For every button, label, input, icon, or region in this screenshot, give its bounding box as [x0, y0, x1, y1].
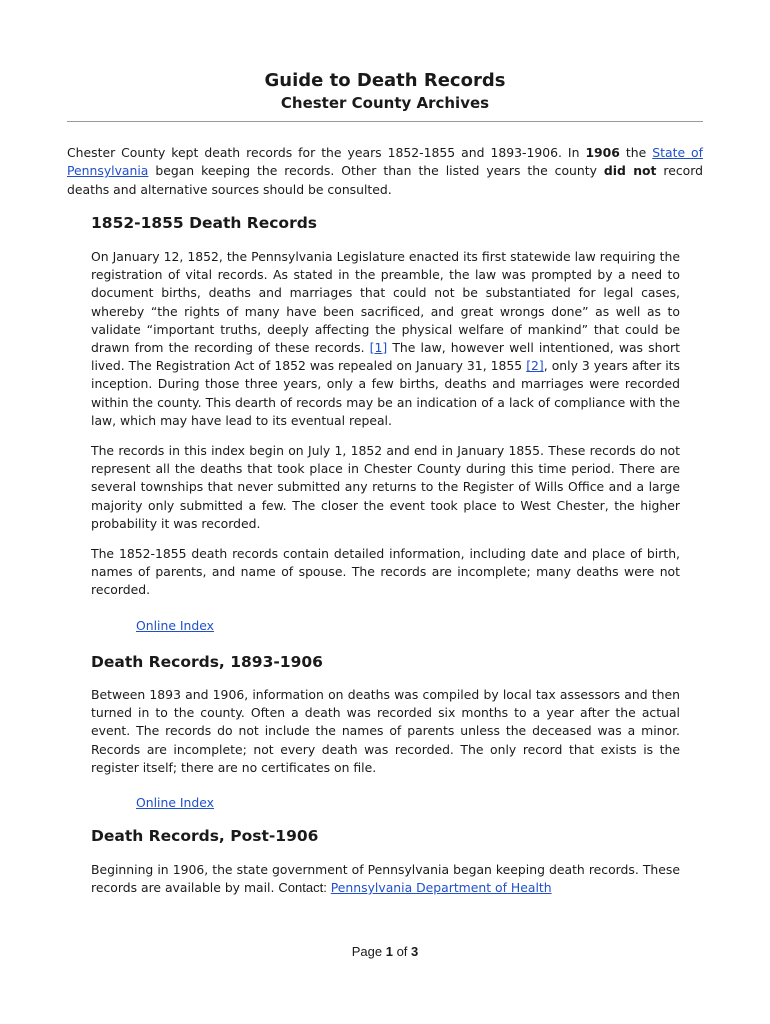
section1-paragraph-3: The 1852-1855 death records contain detailed information, including date and place of birth, names of parents, and name of spouse. The records are incomplete; many deaths were not recorded. — [91, 546, 680, 598]
intro-bold-year: 1906 — [585, 145, 620, 160]
footnote-1-link[interactable]: [1] — [369, 340, 388, 356]
section-heading-1852: 1852-1855 Death Records — [91, 214, 318, 232]
state-of-pennsylvania-link[interactable]: State of Pennsylvania — [67, 145, 704, 179]
section2-paragraph-1: Between 1893 and 1906, information on deaths was compiled by local tax assessors and then turned in to the county. Often a death was recorded six months to a year after the actual event. The records do not include the names of parents unless the deceased was a minor. Records are incomplete; not every death was recorded. The only record that exists is the register itself; there are no certificates on file. — [91, 687, 680, 775]
header-rule — [67, 121, 703, 122]
section3-paragraph-1 — [91, 861, 680, 897]
intro-text-4: record deaths and alternative sources should be consulted. — [67, 163, 703, 197]
page-subtitle: Chester County Archives — [280, 94, 490, 112]
intro-text-1: Chester County kept death records for the years 1852-1855 and 1893-1906. In — [67, 145, 586, 160]
footer-page-word: Page — [351, 944, 383, 959]
intro-text-2: the — [619, 145, 653, 160]
section-heading-1893: Death Records, 1893-1906 — [91, 653, 323, 671]
intro-text-3: began keeping the records. Other than the listed years the county — [148, 163, 604, 179]
section1-p1-text-a: On January 12, 1852, the Pennsylvania Legislature enacted its first statewide law requiring the registration of vital records. As stated in the preamble, the law was prompted by a need to document births, deaths and marriages that could not be substantiated for legal cases, whereby “the rights of many have been sacrificed, and great wrongs done” as well as to validate “important truths, deeply affecting the physical welfare of mankind” that could be drawn from the recording of these records. — [91, 249, 680, 356]
section1-paragraph-2: The records in this index begin on July 1, 1852 and end in January 1855. These records do not represent all the deaths that took place in Chester County during this time period. There are several townships that never submitted any returns to the Register of Wills Office and a large majority only submitted a few. The closer the event took place to West Chester, the higher probability it was recorded. — [91, 443, 680, 531]
footer-page-total: 3 — [411, 944, 419, 959]
online-index-link-1852[interactable]: Online Index — [136, 618, 215, 633]
section3-p1-text: Beginning in 1906, the state government of Pennsylvania began keeping death records. These records are available by mail. — [91, 862, 680, 896]
footer-of-word: of — [396, 944, 408, 959]
section1-p1-text-b: The law, however well intentioned, was short lived. The Registration Act of 1852 was repealed on January 31, 1855 — [91, 340, 680, 374]
section1-p1-text-c: , only 3 years after its inception. During those three years, only a few births, deaths and marriages were recorded within the county. This dearth of records may be an indication of a lack of compliance with the law, which may have lead to its eventual repeal. — [91, 358, 680, 428]
page-title: Guide to Death Records — [264, 70, 506, 91]
intro-paragraph — [67, 144, 703, 199]
footer-page-number: 1 — [385, 944, 393, 959]
page-footer — [0, 944, 770, 959]
footnote-2-link[interactable]: [2] — [526, 358, 544, 374]
pa-department-of-health-link[interactable]: Pennsylvania Department of Health — [330, 880, 552, 896]
intro-bold-did-not: did not — [603, 163, 657, 179]
contact-label: Contact: — [278, 880, 327, 896]
section-heading-post-1906: Death Records, Post-1906 — [91, 827, 319, 845]
section1-paragraph-1 — [91, 248, 680, 430]
online-index-link-1893[interactable]: Online Index — [136, 795, 215, 810]
